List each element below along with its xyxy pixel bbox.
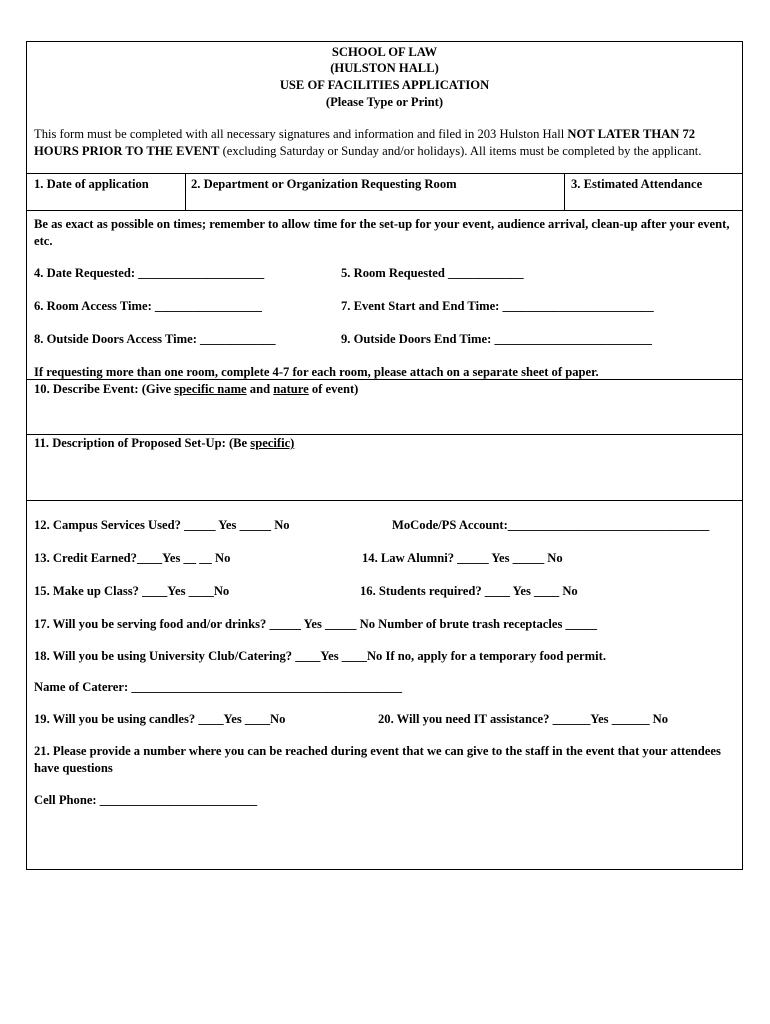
q10-prefix: 10. Describe Event: (Give	[34, 382, 175, 396]
caterer-name-field[interactable]: Name of Caterer: ___________________________________________	[34, 680, 403, 694]
building-title: (HULSTON HALL)	[330, 61, 439, 75]
make-up-class-field[interactable]: 15. Make up Class? ____Yes ____No	[34, 584, 230, 598]
school-title: SCHOOL OF LAW	[331, 45, 438, 59]
department-field[interactable]: 2. Department or Organization Requesting Room	[191, 177, 457, 191]
row1-divider-1	[185, 173, 186, 210]
food-drinks-field[interactable]: 17. Will you be serving food and/or drinks? _____ Yes _____ No Number of brute trash receptacles _____	[34, 617, 597, 631]
catering-field[interactable]: 18. Will you be using University Club/Catering? ____Yes ____No If no, apply for a temporary food permit.	[34, 649, 606, 663]
room-access-time-field[interactable]: 6. Room Access Time: _________________	[34, 299, 262, 313]
intro-paragraph	[34, 126, 740, 159]
q10-specific-name: specific name	[174, 382, 247, 396]
students-required-field[interactable]: 16. Students required? ____ Yes ____ No	[360, 584, 578, 598]
application-form	[26, 41, 743, 870]
describe-event-field[interactable]	[34, 381, 358, 397]
contact-number-question: 21. Please provide a number where you can be reached during event that we can give to the staff in the event that your attendees have questions	[34, 744, 721, 775]
row1-top-line	[27, 173, 742, 174]
multi-room-note: If requesting more than one room, complete 4-7 for each room, please attach on a separate sheet of paper.	[34, 365, 599, 379]
credit-earned-field[interactable]: 13. Credit Earned?____Yes __ __ No	[34, 551, 231, 565]
intro-text-2: (excluding Saturday or Sunday and/or holidays). All items must be completed by the applicant.	[219, 143, 702, 158]
doors-access-time-field[interactable]: 8. Outside Doors Access Time: ____________	[34, 332, 276, 346]
intro-deadline: NOT LATER THAN 72 HOURS PRIOR TO THE EVENT	[34, 127, 696, 158]
campus-services-field[interactable]: 12. Campus Services Used? _____ Yes _____ No	[34, 518, 290, 532]
mocode-account-field[interactable]: MoCode/PS Account:________________________________	[392, 518, 710, 532]
estimated-attendance-field[interactable]: 3. Estimated Attendance	[571, 177, 703, 191]
cell-phone-field[interactable]: Cell Phone: _________________________	[34, 793, 258, 807]
event-time-field[interactable]: 7. Event Start and End Time: ________________________	[341, 299, 654, 313]
law-alumni-field[interactable]: 14. Law Alumni? _____ Yes _____ No	[362, 551, 563, 565]
intro-text-1: This form must be completed with all necessary signatures and information and filed in 203 Hulston Hall	[34, 127, 568, 141]
q10-nature: nature	[273, 382, 309, 396]
q11-specific: specific)	[250, 436, 295, 450]
room-requested-field[interactable]: 5. Room Requested ____________	[341, 266, 524, 280]
q10-suffix: of event)	[308, 382, 359, 396]
times-note: Be as exact as possible on times; remember to allow time for the set-up for your event, audience arrival, clean-up after your event, etc.	[34, 217, 730, 248]
q12-top-line	[27, 500, 742, 501]
setup-description-field[interactable]	[34, 435, 294, 451]
row1-divider-2	[564, 173, 565, 210]
q11-prefix: 11. Description of Proposed Set-Up: (Be	[34, 436, 251, 450]
it-assistance-field[interactable]: 20. Will you need IT assistance? ______Yes ______ No	[378, 712, 669, 726]
row1-bottom-line	[27, 210, 742, 211]
date-of-application-field[interactable]: 1. Date of application	[34, 177, 149, 191]
form-title: USE OF FACILITIES APPLICATION	[279, 78, 490, 92]
form-subtitle: (Please Type or Print)	[325, 95, 444, 109]
q10-and: and	[246, 382, 274, 396]
doors-end-time-field[interactable]: 9. Outside Doors End Time: _________________________	[341, 332, 652, 346]
date-requested-field[interactable]: 4. Date Requested: ____________________	[34, 266, 265, 280]
candles-field[interactable]: 19. Will you be using candles? ____Yes ____No	[34, 712, 286, 726]
q10-top-line	[27, 379, 742, 380]
